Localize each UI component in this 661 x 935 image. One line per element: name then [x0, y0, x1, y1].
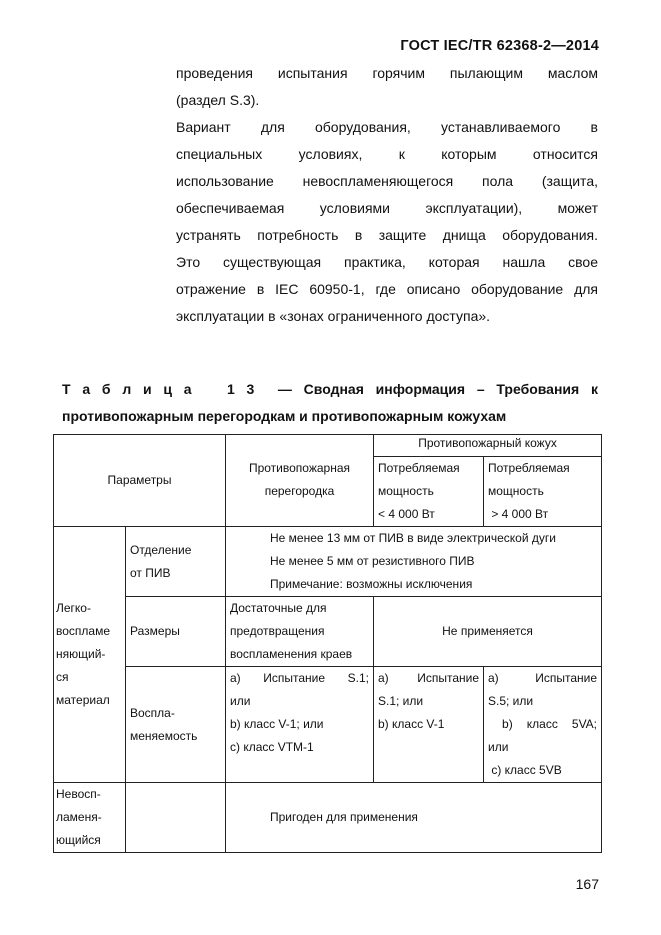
paragraph-variant [176, 114, 598, 330]
row-size-barrier: Достаточные для предотвращения воспламенения краев [226, 597, 374, 667]
group-flammable-material: Легко- воспламе няющий- ся материал [54, 527, 126, 783]
text-line: устранять потребность в защите днища оборудования. [176, 227, 598, 243]
row-separation-values: Не менее 13 мм от ПИВ в виде электрической дуги Не менее 5 мм от резистивного ПИВ Примечание: возможны исключения [226, 527, 602, 597]
header-power-high: Потребляемая мощность > 4 000 Вт [484, 457, 602, 527]
row-separation-label: Отделение от ПИВ [126, 527, 226, 597]
summary-table [53, 434, 602, 853]
row-nonflammable-value: Пригоден для применения [226, 783, 602, 853]
group-nonflammable-material: Невосп- ламеня- ющийся [54, 783, 126, 853]
header-fire-barrier: Противопожарная перегородка [226, 435, 374, 527]
row-flammability-barrier: а) Испытание S.1; или b) класс V-1; или c) класс VTM-1 [226, 667, 374, 783]
row-flammability-low: а) Испытание S.1; или b) класс V-1 [374, 667, 484, 783]
text-line: эксплуатации в «зонах ограниченного доступа». [176, 308, 491, 324]
text-line: отражение в IEC 60950-1, где описано оборудование для [176, 281, 598, 297]
header-parameters: Параметры [54, 435, 226, 527]
document-header: ГОСТ IEC/TR 62368-2—2014 [400, 38, 599, 54]
row-size-label: Размеры [126, 597, 226, 667]
row-flammability-label: Воспла- меняемость [126, 667, 226, 783]
row-flammability-high: а) Испытание S.5; или b) класс 5VA; или c) класс 5VB [484, 667, 602, 783]
text-line: использование невоспламеняющегося пола (защита, [176, 173, 598, 189]
header-power-low: Потребляемая мощность < 4 000 Вт [374, 457, 484, 527]
text-line: Это существующая практика, которая нашла свое [176, 254, 598, 270]
row-nonflammable-empty [126, 783, 226, 853]
header-fire-enclosure: Противопожарный кожух [374, 435, 602, 457]
table-caption-line1: Т а б л и ц а 1 3 — Сводная информация – Требования к [62, 381, 598, 397]
paragraph-continuation [176, 60, 598, 114]
text-line: (раздел S.3). [176, 92, 260, 108]
page-number: 167 [575, 876, 599, 892]
text-line: Вариант для оборудования, устанавливаемого в [176, 119, 598, 135]
text-line: обеспечиваемая условиями эксплуатации), может [176, 200, 598, 216]
row-size-enclosure: Не применяется [374, 597, 602, 667]
text-line: проведения испытания горячим пылающим маслом [176, 65, 598, 81]
table-caption-line2: противопожарным перегородкам и противопожарным кожухам [62, 408, 507, 424]
text-line: специальных условиях, к которым относится [176, 146, 598, 162]
